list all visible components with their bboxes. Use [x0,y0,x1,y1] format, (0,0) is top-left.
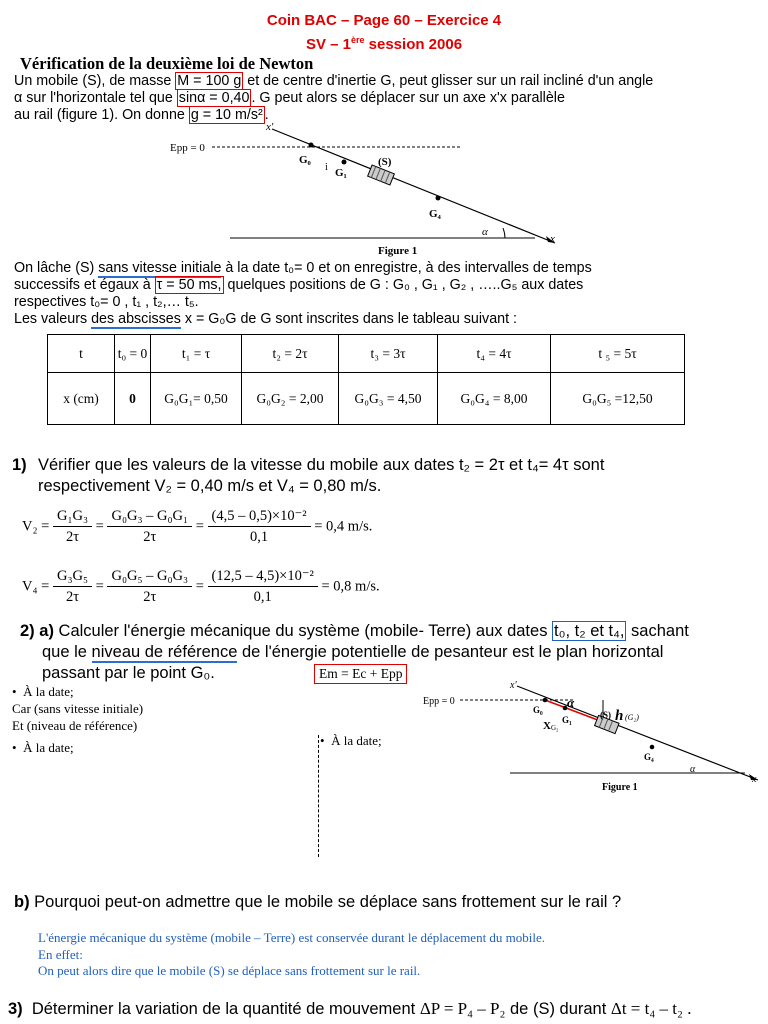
mechanical-energy-box: Em = Ec + Epp [314,664,407,684]
fig1-alpha: α [482,226,488,238]
figure-1 [160,118,570,260]
answer-2b: L'énergie mécanique du système (mobile – Terre) est conservée durant le déplacement du mobile. En effet: On peut alors dire que le mobile (S) se déplace sans frottement sur le rail. [38,930,546,978]
table-cell: t₁ = τ [151,335,242,373]
formula-v2: V₂ = $\frac{\text{G₁G₃}}{2\tau}$ = $\frac{\text{G₀G₃ – G₀G₁}}{2\tau}$ = $\frac{\text{(4,5 – 0,5)×10⁻²}}{0,1}$ = 0,4 m/s. [22,508,373,545]
header-line1: Coin BAC – Page 60 – Exercice 4 [266,12,502,29]
fig1-caption: Figure 1 [378,245,418,257]
fig1-g1-label: G₁ [335,167,347,179]
table-cell: G₀G₁= 0,50 [151,373,242,425]
fig1-point-g1 [342,160,347,165]
fig2-g4-label: G₄ [644,752,654,762]
dates-box: t₀, t₂ et t₄, [554,622,625,640]
table-cell: t₄ = 4τ [438,335,551,373]
answer-bullet-3: • À la date; [320,733,382,748]
fig1-g0-label: G₀ [299,154,311,166]
table-row [48,373,685,425]
fig1-point-g0 [309,143,314,148]
table-cell: 0 [115,373,151,425]
g-box: g = 10 m/s² [190,107,263,123]
fig2-caption: Figure 1 [602,782,638,793]
fig2-g0-label: G₀ [533,705,543,715]
fig2-g1-label: G₁ [562,715,572,725]
answer-bullet-2: • À la date; [12,740,74,755]
table-cell: t₂ = 2τ [242,335,339,373]
table-cell: G₀G₃ = 4,50 [339,373,438,425]
answer-bullet-1: • À la date; [12,684,74,699]
fig2-epp-label: Epp = 0 [423,696,455,707]
fig2-g2-label: G₂ [551,724,559,732]
fig1-x-label: x [550,233,555,245]
table-cell: t ₅ = 5τ [551,335,685,373]
answer-divider [318,735,319,857]
table-cell: t₀ = 0 [115,335,151,373]
fig1-point-g4 [436,196,441,201]
table-cell: G₀G₅ =12,50 [551,373,685,425]
table-cell: t [48,335,115,373]
fig1-g4-label: G₄ [429,208,441,220]
header-line2: SV – 1ère session 2006 [305,35,463,53]
fig2-point-g4 [650,745,655,750]
mass-box: M = 100 g [177,73,242,89]
fig2-x-mark: X [543,720,551,732]
question-3: 3) Déterminer la variation de la quantité de mouvement ΔP = P₄ – P₂ de (S) durant Δt = t₄ – t₂ . [8,999,692,1018]
fig2-h-subscript: (G₂) [625,713,639,722]
question-1: 1) Vérifier que les valeurs de la vitesse du mobile aux dates t₂ = 2τ et t₄= 4τ sont respectivement V₂ = 0,40 m/s et V₄ = 0,80 m/s. [12,456,605,495]
release-paragraph: On lâche (S) sans vitesse initiale à la date t₀= 0 et on enregistre, à des intervalles de temps successifs et égaux à τ = 50 ms, quelques positions de G : G₀ , G₁ , G₂ , …..G₅ aux dates respectives t₀= 0 , t₁ , t₂,… t₅. Les valeurs des abscisses x = G₀G de G sont inscrites dans le tableau suivant : [14,260,592,327]
question-2b: b) Pourquoi peut-on admettre que le mobile se déplace sans frottement sur le rail ? [14,893,622,911]
fig2-xprime-label: x' [510,680,517,691]
answers-left: • À la date; Car (sans vitesse initiale) Et (niveau de référence) • À la date; [12,684,144,755]
figure-2 [420,676,765,798]
fig1-s-label: (S) [378,156,392,168]
fig2-x-label: x [752,774,757,785]
table-cell: G₀G₄ = 8,00 [438,373,551,425]
fig1-xprime-label: x' [266,121,274,133]
fig2-alpha-red: α [567,695,575,710]
momentum-variation: ΔP = P₄ – P₂ [419,999,506,1018]
fig2-alpha: α [690,764,696,775]
table-cell: G₀G₂ = 2,00 [242,373,339,425]
intro-paragraph: Un mobile (S), de masse M = 100 g et de centre d'inertie G, peut glisser sur un rail incliné d'un angle α sur l'horizontale tel que sinα = 0,40 . G peut alors se déplacer sur un axe x'x parallèle au rail (figure 1). On donne g = 10 m/s² . [14,73,654,123]
exercise-title: Vérification de la deuxième loi de Newton [20,54,314,73]
fig2-point-g0 [543,698,548,703]
fig1-i-label: i [325,162,328,173]
positions-table [47,334,685,425]
table-row [48,335,685,373]
fig2-h-label: h [615,708,624,724]
formula-v4: V₄ = $\frac{\text{G₃G₅}}{2\tau}$ = $\frac{\text{G₀G₅ – G₀G₃}}{2\tau}$ = $\frac{\text{(12,5 – 4,5)×10⁻²}}{0,1}$ = 0,8 m/s. [22,568,380,605]
tau-box: τ = 50 ms, [156,277,222,293]
fig2-s-label: (S) [600,710,611,720]
sin-box: sinα = 0,40 [178,90,250,106]
fig1-epp-label: Epp = 0 [170,142,205,154]
table-cell: t₃ = 3τ [339,335,438,373]
question-2a: 2) a) Calculer l'énergie mécanique du système (mobile- Terre) aux dates t₀, t₂ et t₄, sachant que le niveau de référence de l'énergie potentielle de pesanteur est le plan horizontal passant par le point G₀. [20,622,689,682]
table-cell: x (cm) [48,373,115,425]
